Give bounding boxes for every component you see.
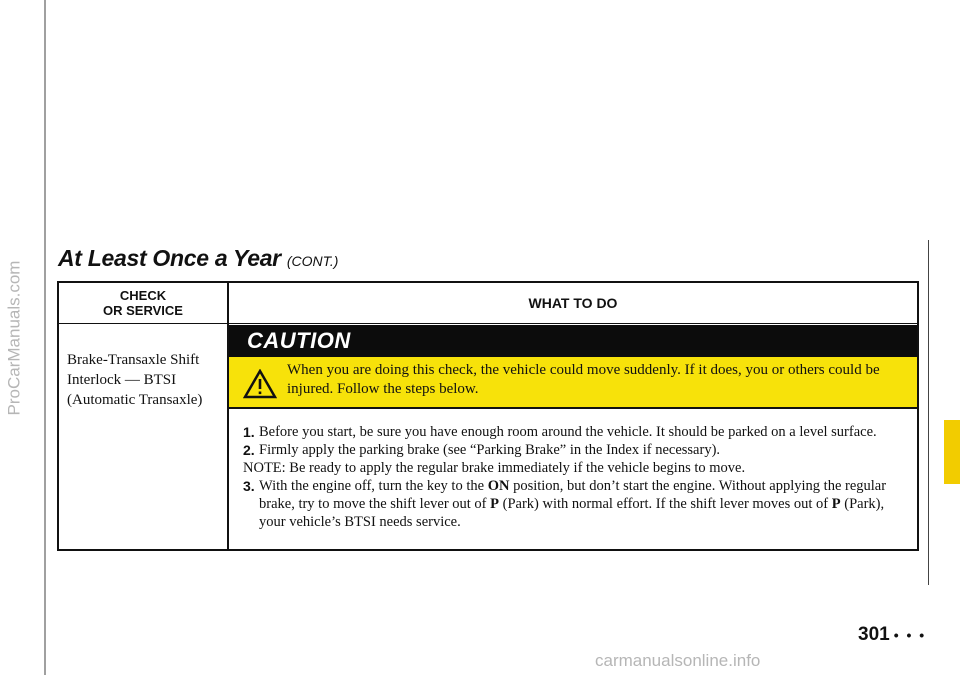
step-number: 1. [243,424,255,440]
caution-text: When you are doing this check, the vehicle could move suddenly. If it does, you or others could be injured. Follow the steps below. [287,362,880,397]
step-text-part: position, but don’t start the engine. Without applying the regular brake, try to move the shift lever out of [259,478,887,512]
maintenance-table [57,281,919,551]
step-number: 2. [243,442,255,458]
step-item [243,423,907,441]
page-number-value: 301 [858,624,890,645]
gear-park-label: P [490,496,499,512]
caution-banner: CAUTION [229,325,917,357]
check-item-line: Brake-Transaxle Shift [67,352,200,368]
step-item [243,477,907,531]
warning-triangle-icon [243,369,277,399]
step-text-part: (Park) with normal effort. If the shift lever moves out of [499,496,832,512]
key-position-on: ON [487,478,510,494]
column-header-check-line2: OR SERVICE [103,303,183,318]
instruction-steps [243,423,907,531]
bottom-watermark: carmanualsonline.info [595,651,761,670]
step-text-part: (Park), your vehicle’s BTSI needs service. [259,496,885,530]
right-margin-rule [928,240,929,585]
step-item [243,441,907,459]
step-text-part: With the engine off, turn the key to the [259,478,488,494]
heading-title: At Least Once a Year [58,245,281,271]
step-number: 3. [243,478,255,494]
check-item-line: Interlock — BTSI [67,372,177,388]
side-watermark [0,0,28,675]
page-dots: • • • [893,627,927,643]
step-text: Firmly apply the parking brake (see “Parking Brake” in the Index if necessary). [259,442,721,458]
side-watermark-text: ProCarManuals.com [4,260,24,415]
page-number [858,624,926,646]
gear-park-label: P [831,496,841,512]
header-divider [59,323,917,324]
section-heading [58,245,338,272]
note-text: NOTE: Be ready to apply the regular brake immediately if the vehicle begins to move. [243,460,746,476]
step-text [259,477,907,531]
column-header-check [59,283,227,323]
left-margin-rule [44,0,46,675]
column-header-what: WHAT TO DO [528,295,618,311]
check-item-label [67,350,225,410]
check-item-line: (Automatic Transaxle) [67,392,203,408]
column-header-check-line1: CHECK [119,288,167,303]
step-text: Before you start, be sure you have enough room around the vehicle. It should be parked on a level surface. [259,424,877,440]
caution-box [229,357,917,409]
section-tab-marker [944,420,960,484]
heading-continued: (CONT.) [286,253,339,269]
